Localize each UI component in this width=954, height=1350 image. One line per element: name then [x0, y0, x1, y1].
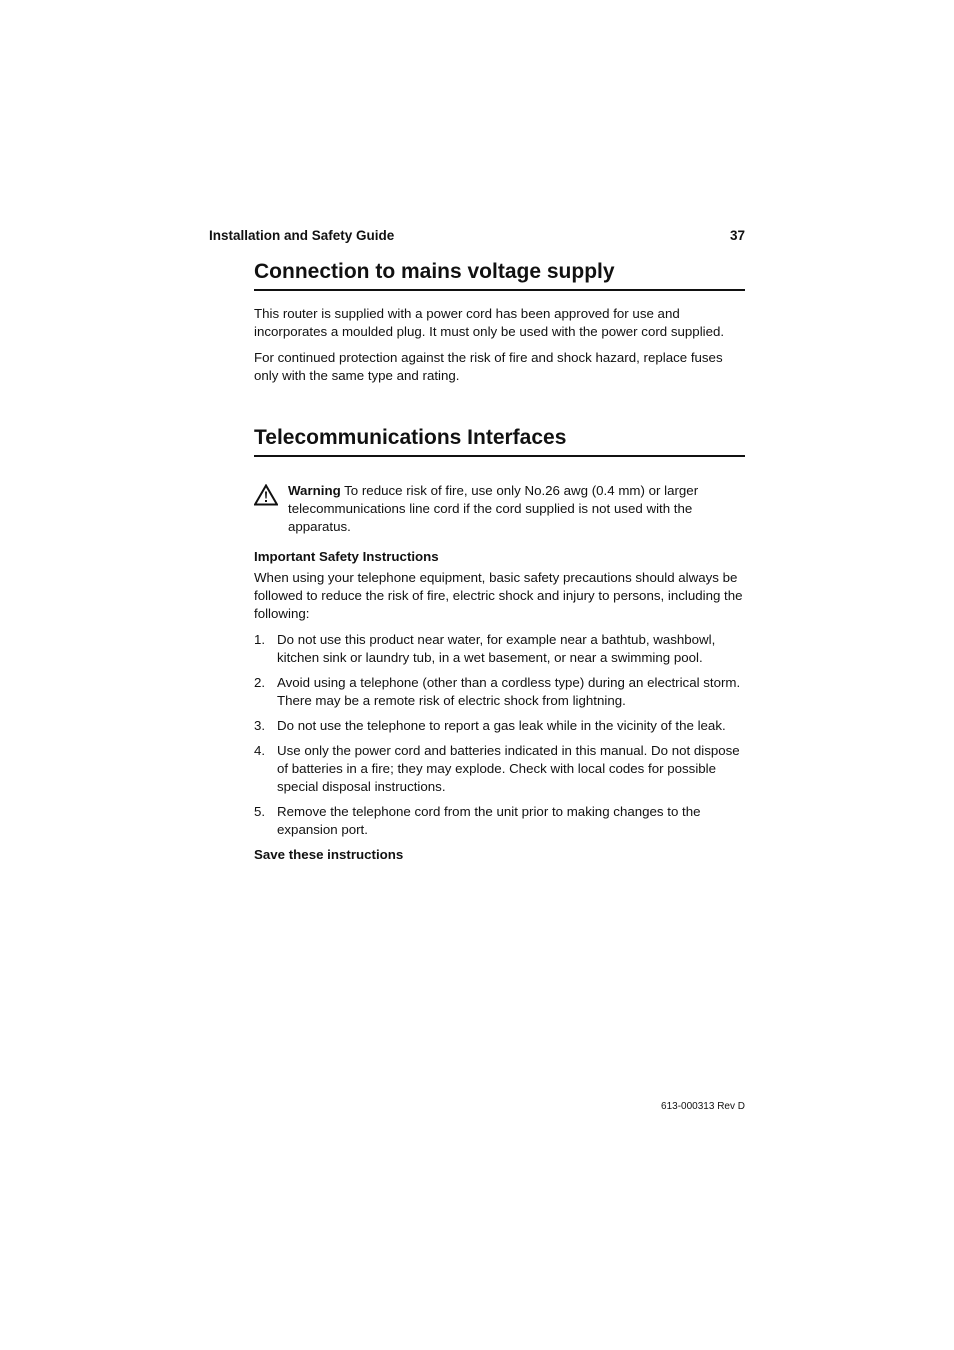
- safety-list: [254, 631, 745, 839]
- paragraph: This router is supplied with a power cord has been approved for use and incorporates a moulded plug. It must only be used with the power cord supplied.: [254, 306, 725, 339]
- doc-code: 613-000313 Rev D: [661, 1101, 745, 1112]
- list-text: Do not use this product near water, for example near a bathtub, washbowl, kitchen sink or laundry tub, in a wet basement, or near a swimming pool.: [277, 632, 716, 665]
- section-title: Telecommunications Interfaces: [254, 425, 745, 457]
- closing-note: Save these instructions: [254, 847, 404, 862]
- intro-paragraph: When using your telephone equipment, basic safety precautions should always be followed to reduce the risk of fire, electric shock and injury to persons, including the following:: [254, 570, 743, 621]
- section-title: Connection to mains voltage supply: [254, 259, 745, 291]
- list-text: Remove the telephone cord from the unit prior to making changes to the expansion port.: [277, 804, 701, 837]
- warning-label: Warning: [288, 483, 341, 498]
- list-item: [254, 742, 745, 796]
- list-item: [254, 674, 745, 710]
- warning-text: To reduce risk of fire, use only No.26 awg (0.4 mm) or larger telecommunications line cord if the cord supplied is not used with the apparatus.: [288, 483, 699, 534]
- list-item: [254, 803, 745, 839]
- page-header: [209, 228, 745, 243]
- list-number: 3.: [254, 718, 266, 733]
- subheading: Important Safety Instructions: [254, 549, 439, 564]
- section-telecom-interfaces: [254, 425, 745, 864]
- list-item: [254, 717, 745, 735]
- page-number: 37: [729, 228, 745, 243]
- section-mains-voltage: [254, 259, 745, 385]
- list-number: 2.: [254, 675, 266, 690]
- list-number: 1.: [254, 632, 266, 647]
- header-title: Installation and Safety Guide: [209, 228, 395, 243]
- list-item: [254, 631, 745, 667]
- list-number: 5.: [254, 804, 266, 819]
- warning-triangle-icon: [254, 484, 278, 506]
- list-text: Do not use the telephone to report a gas leak while in the vicinity of the leak.: [277, 718, 726, 733]
- list-text: Use only the power cord and batteries indicated in this manual. Do not dispose of batteries in a fire; they may explode. Check with local codes for possible special disposal instructions.: [277, 743, 740, 794]
- warning-note: [254, 482, 745, 536]
- paragraph: For continued protection against the risk of fire and shock hazard, replace fuses only with the same type and rating.: [254, 350, 723, 383]
- list-number: 4.: [254, 743, 266, 758]
- list-text: Avoid using a telephone (other than a cordless type) during an electrical storm. There may be a remote risk of electric shock from lightning.: [277, 675, 741, 708]
